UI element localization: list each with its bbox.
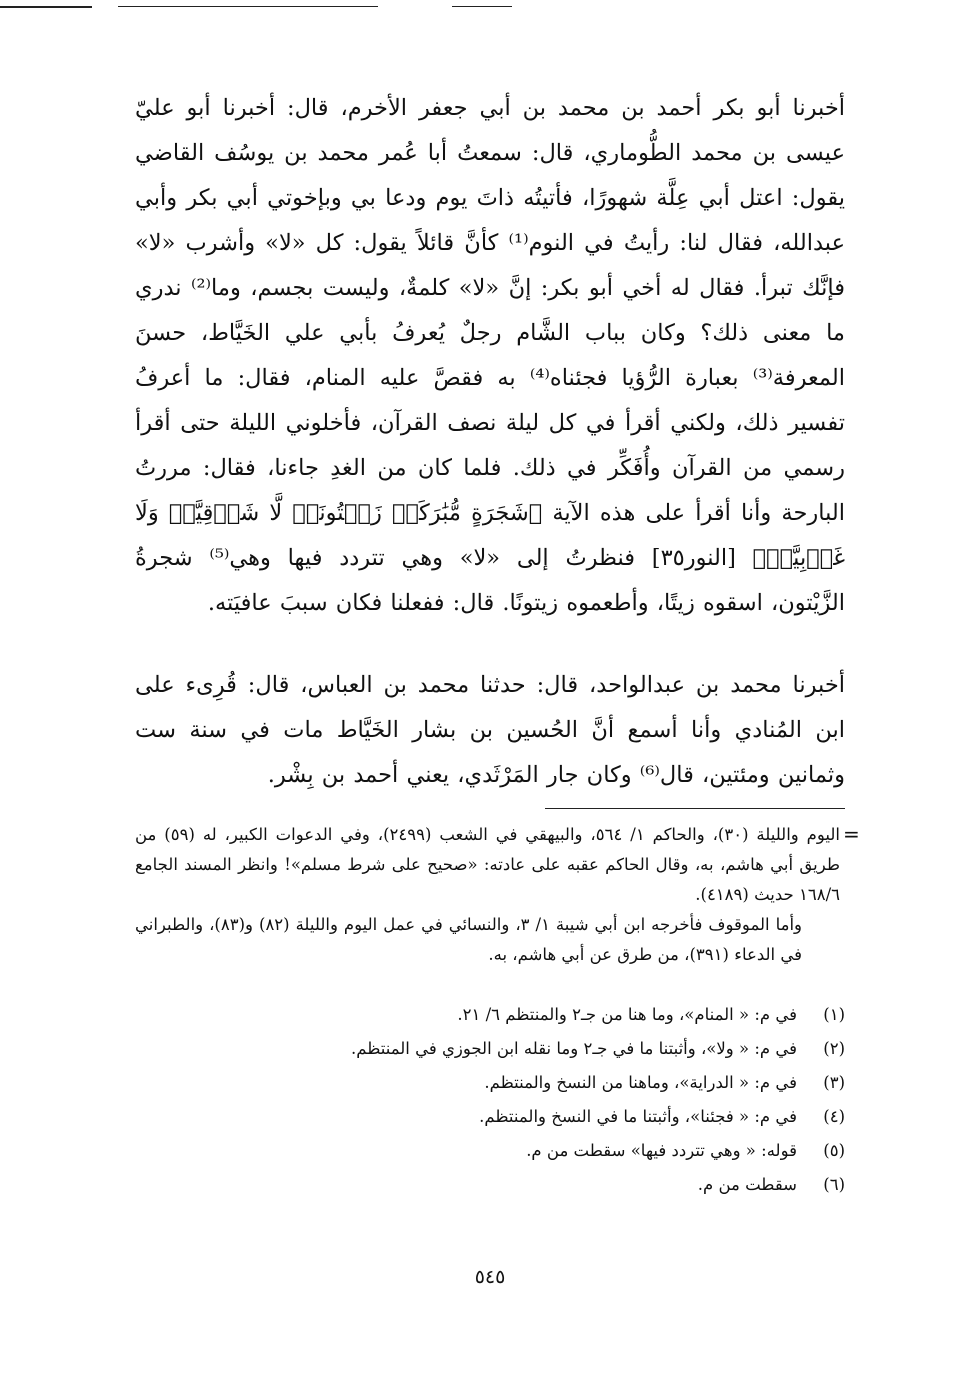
footnote-text: في م: « ولا»، وأثبتنا ما في جـ٢ وما نقله ابن الجوزي في المنتظم.: [350, 1039, 797, 1058]
footnote-text: في م: « فجئنا»، وأثبتنا ما في النسخ والمنتظم.: [479, 1107, 797, 1126]
footnote-text: في م: « المنام»، وما هنا من جـ٢ والمنتظم ٦/ ٢١.: [457, 1005, 797, 1024]
page-number: ٥٤٥: [474, 1266, 506, 1288]
footnote-item: [135, 1068, 845, 1098]
scan-artifact-line: [0, 6, 92, 8]
scan-artifact-line: [118, 6, 378, 7]
footnote-item: [135, 1102, 845, 1132]
footnote-text: سقطت من م.: [697, 1175, 797, 1194]
footnote-item: [135, 1034, 845, 1064]
footnote-continuation-line: اليوم والليلة (٣٠)، والحاكم ١/ ٥٦٤، والبيهقي في الشعب (٢٤٩٩)، وفي الدعوات الكبير، له (٥٩) من طريق أبي هاشم، به، وقال الحاكم عقبه على عادته: «صحيح على شرط مسلم»! وانظر المسند الجامع ١٦٨/٦ حديث (٤١٨٩).: [135, 825, 840, 904]
main-paragraph-1: [135, 86, 845, 626]
footnote-continuation-line: وأما الموقوف فأخرجه ابن أبي شيبة ١/ ٣، والنسائي في عمل اليوم والليلة (٨٢) و(٨٣)، والطبراني في الدعاء (٣٩١)، من طرق عن أبي هاشم، به.: [135, 915, 803, 964]
footnote-number: (٥): [823, 1141, 845, 1160]
paragraph-text: أخبرنا أبو بكر أحمد بن محمد بن أبي جعفر الأخرم، قال: أخبرنا أبو عليّ عيسى بن محمد الطُّوماري، قال: سمعتُ أبا عُمر محمد بن يوسُف القاضي يقول: اعتل أبي عِلَّة شهورًا، فأتيتُه ذاتَ يوم ودعا بي وبإخوتي أبي بكر وأبي عبدالله، فقال لنا: رأيتُ في النوم⁽¹⁾ كأنَّ قائلاً يقول: كل «لا» وأشرب «لا» فإنَّك تبرأ. فقال له أخي أبو بكر: إنَّ «لا» كلمةٌ، وليست بجسم، وما⁽²⁾ ندري ما معنى ذلك؟ وكان بباب الشَّام رجلٌ يُعرفُ بأبي علي الخَيَّاط، حسنَ المعرفة⁽³⁾ بعبارة الرُّؤيا فجئناه⁽⁴⁾ به فقصَّ عليه المنام، فقال: ما أعرفُ تفسير ذلك، ولكني أقرأ في كل ليلة نصف القرآن، فأخلوني الليلة حتى أقرأ رسمي من القرآن وأُفَكِّر في ذلك. فلما كان من الغدِ جاءنا، فقال: مررتُ البارحة وأنا أقرأ على هذه الآية ﴿شَجَرَةٍ مُّبَٰرَكَةٖ زَيۡتُونَةٖ لَّا شَرۡقِيَّةٖ وَلَا غَرۡبِيَّةٖ﴾ [النور٣٥] فنظرتُ إلى «لا» وهي تتردد فيها وهي⁽⁵⁾ شجرةُ الزَّيْتون، اسقوه زيتًا، وأطعموه زيتونًا. قال: ففعلنا فكان سببَ عافيَته.: [135, 95, 845, 616]
main-paragraph-2: [135, 663, 845, 798]
footnote-item: [135, 1000, 845, 1030]
footnote-text: قوله: « وهي تتردد فيها» سقطت من م.: [526, 1141, 797, 1160]
footnote-number: (٤): [823, 1107, 845, 1126]
footnotes-list: [135, 1000, 845, 1204]
footnote-continuation: [135, 820, 840, 970]
footnote-text: في م: « الدراية»، وماهنا من النسخ والمنتظم.: [484, 1073, 797, 1092]
footnote-number: (٢): [823, 1039, 845, 1058]
footnote-item: [135, 1136, 845, 1166]
paragraph-text: أخبرنا محمد بن عبدالواحد، قال: حدثنا محمد بن العباس، قال: قُرِىء على ابن المُنادي وأنا أسمع أنَّ الحُسين بن بشار الخَيَّاط مات في سنة ست وثمانين ومئتين، قال⁽⁶⁾ وكان جار المَرْثَدي، يعني أحمد بن بِشْر.: [135, 672, 845, 788]
scan-artifact-line: [452, 6, 512, 7]
footnote-number: (٦): [823, 1175, 845, 1194]
footnote-number: (١): [823, 1005, 845, 1024]
footnote-item: [135, 1170, 845, 1200]
footnote-continuation-mark: =: [843, 822, 860, 846]
footnote-number: (٣): [823, 1073, 845, 1092]
footnote-separator: [545, 808, 845, 809]
